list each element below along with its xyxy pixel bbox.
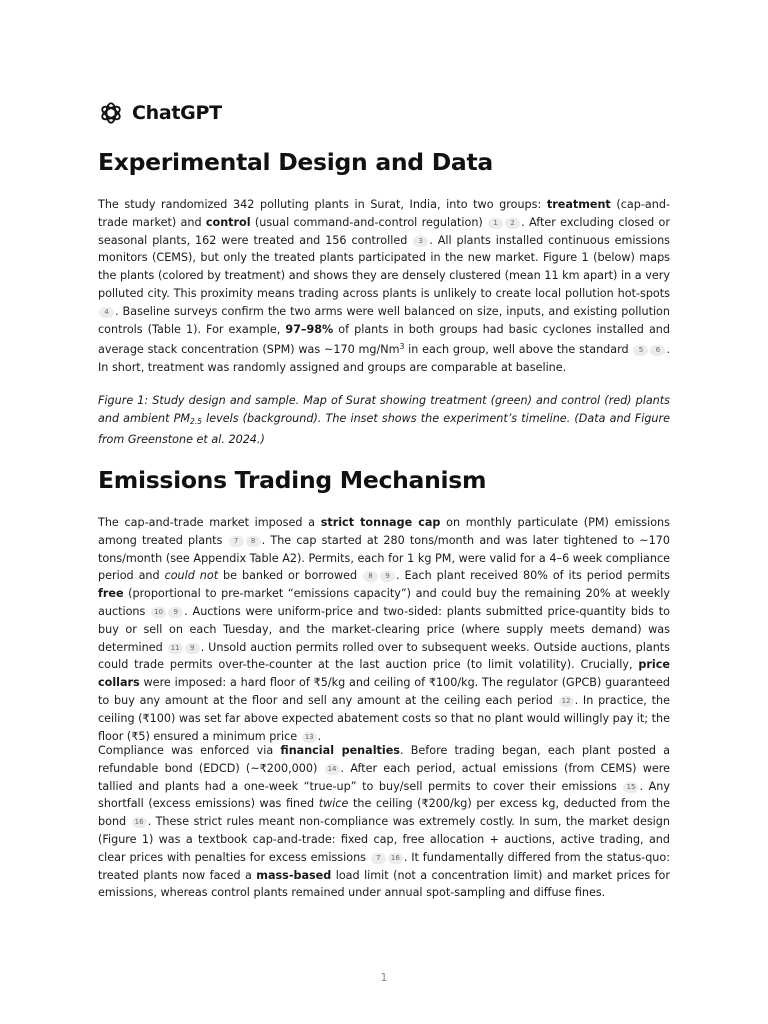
citation-badge[interactable]: 3 — [413, 236, 428, 247]
citation-badge[interactable]: 7 — [371, 853, 386, 864]
citation-badge[interactable]: 15 — [623, 782, 638, 793]
paragraph-compliance: Compliance was enforced via financial penalties. Before trading began, each plant posted a refundable bond (EDCD) (~₹200,000) 14 . After each period, actual emissions (from CEMS) were tallied and plants had a one-week “true-up” to buy/sell permits to cover their emissions 15 . Any shortfall (excess emissions) was fined twice the ceiling (₹200/kg) per excess kg, deducted from the bond 16 . These strict rules meant non-compliance was extremely costly. In sum, the market design (Figure 1) was a textbook cap-and-trade: fixed cap, free allocation + auctions, active trading, and clear prices with penalties for excess emissions 7 16 . It fundamentally differed from the status-quo: treated plants now faced a mass-based load limit (not a concentration limit) and market prices for emissions, whereas control plants remained under annual spot-sampling and diffuse fines. — [98, 744, 670, 900]
citation-badge[interactable]: 8 — [363, 571, 378, 582]
citation-badge[interactable]: 16 — [132, 817, 147, 828]
openai-logo-icon — [98, 100, 124, 126]
citation-badge[interactable]: 1 — [488, 218, 503, 229]
section-heading-design: Experimental Design and Data — [98, 148, 493, 176]
citation-badge[interactable]: 5 — [633, 345, 648, 356]
page-number: 1 — [380, 971, 388, 984]
citation-badge[interactable]: 9 — [380, 571, 395, 582]
chatgpt-logo — [98, 100, 222, 126]
paragraph-mechanism: The cap-and-trade market imposed a strict tonnage cap on monthly particulate (PM) emissions among treated plants 7 8 . The cap started at 280 tons/month and was later tightened to ~170 tons/month (see Appendix Table A2). Permits, each for 1 kg PM, were valid for a 4–6 week compliance period and could not be banked or borrowed 8 9 . Each plant received 80% of its period permits free (proportional to pre-market “emissions capacity”) and could buy the remaining 20% at weekly auctions 10 9 . Auctions were uniform-price and two-sided: plants submitted price-quantity bids to buy or sell on each Tuesday, and the market-clearing price (where supply meets demand) was determined 11 9 . Unsold auction permits rolled over to subsequent weeks. Outside auctions, plants could trade permits over-the-counter at the last auction price (to limit volatility). Crucially, price collars were imposed: a hard floor of ₹5/kg and ceiling of ₹100/kg. The regulator (GPCB) guaranteed to buy any amount at the floor and sell any amount at the ceiling each period 12 . In practice, the ceiling (₹100) was set far above expected abatement costs so that no plant would willingly pay it; the floor (₹5) ensured a minimum price 13 . — [98, 516, 671, 743]
citation-badge[interactable]: 11 — [168, 643, 183, 654]
citation-badge[interactable]: 4 — [99, 307, 114, 318]
citation-badge[interactable]: 2 — [505, 218, 520, 229]
citation-badge[interactable]: 8 — [246, 536, 261, 547]
citation-badge[interactable]: 9 — [168, 607, 183, 618]
section-heading-mechanism: Emissions Trading Mechanism — [98, 466, 487, 494]
logo-text: ChatGPT — [132, 102, 222, 124]
paragraph-design: The study randomized 342 polluting plants in Surat, India, into two groups: treatment (cap-and-trade market) and control (usual command-and-control regulation) 1 2 . After excluding closed or seasonal plants, 162 were treated and 156 controlled 3 . All plants installed continuous emissions monitors (CEMS), but only the treated plants participated in the new market. Figure 1 (below) maps the plants (colored by treatment) and shows they are densely clustered (mean 11 km apart) in a very polluted city. This proximity means trading across plants is unlikely to create local pollution hot-spots 4 . Baseline surveys confirm the two arms were well balanced on size, inputs, and existing pollution controls (Table 1). For example, 97–98% of plants in both groups had basic cyclones installed and average stack concentration (SPM) was ~170 mg/Nm$^3$ in each group, well above the standard 5 6 . In short, treatment was randomly assigned and groups are comparable at baseline. — [98, 198, 671, 375]
citation-badge[interactable]: 16 — [388, 853, 403, 864]
citation-badge[interactable]: 9 — [185, 643, 200, 654]
citation-badge[interactable]: 13 — [302, 732, 317, 743]
citation-badge[interactable]: 6 — [650, 345, 665, 356]
citation-badge[interactable]: 7 — [229, 536, 244, 547]
citation-badge[interactable]: 12 — [559, 696, 574, 707]
figure-caption: Figure 1: Study design and sample. Map of Surat showing treatment (green) and control (red) plants and ambient $PM_{2.5}$ levels (background). The inset shows the experiment’s timeline. (Data and Figure from Greenstone et al. 2024.) — [98, 394, 670, 446]
citation-badge[interactable]: 10 — [151, 607, 166, 618]
citation-badge[interactable]: 14 — [325, 764, 340, 775]
